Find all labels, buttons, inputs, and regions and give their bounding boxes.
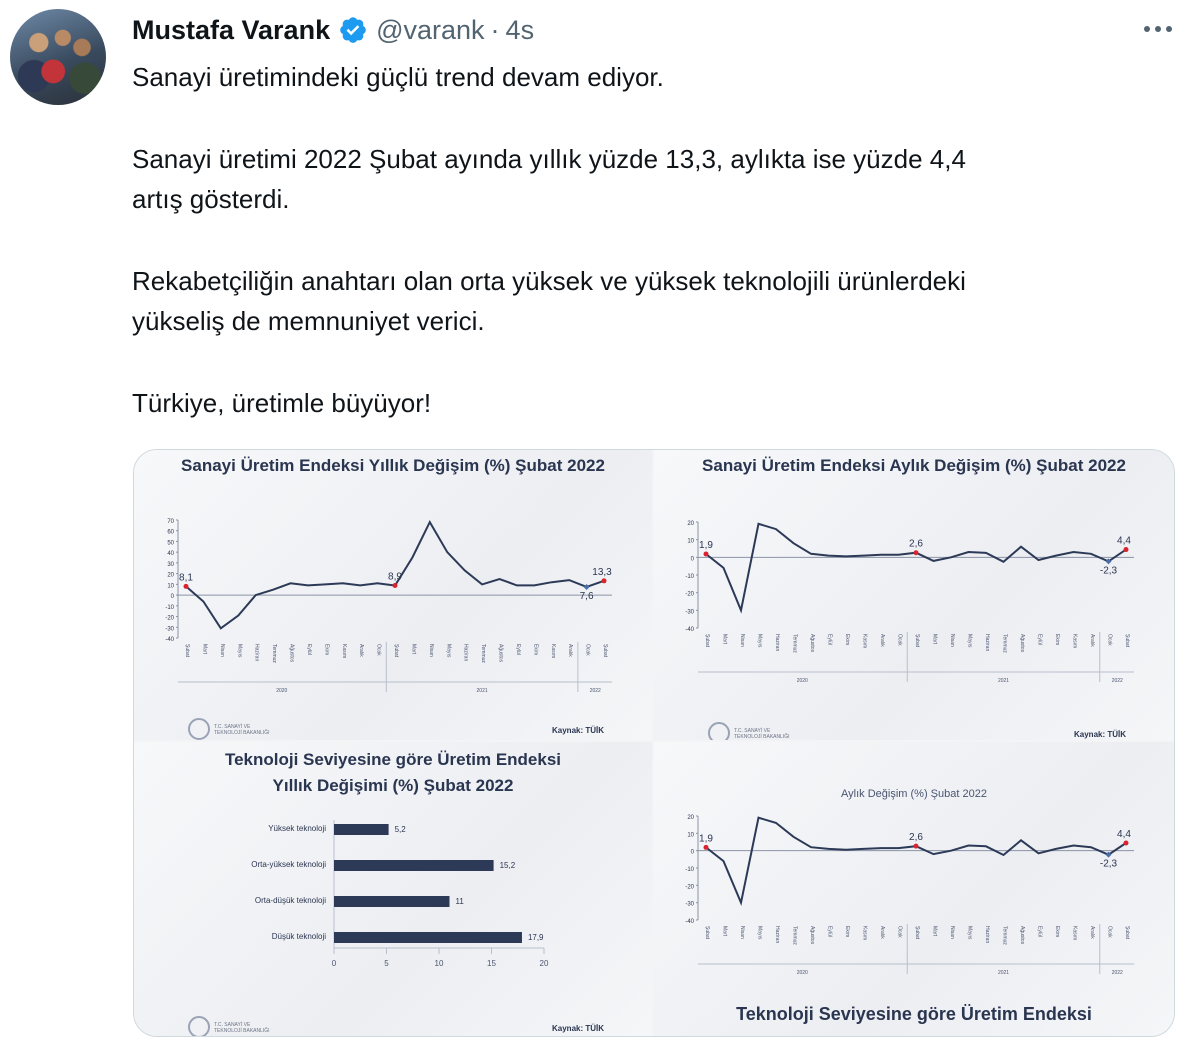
x-tick-label: Haziran [984, 926, 990, 944]
data-point-marker [914, 550, 919, 555]
x-tick-label: Şubat [184, 644, 190, 658]
x-tick-label: Eylül [305, 644, 312, 655]
tweet-text-line: yükseliş de memnuniyet verici. [132, 306, 485, 336]
year-label: 2021 [997, 970, 1010, 976]
y-tick-label: 60 [167, 529, 174, 536]
x-tick-label: Haziran [774, 634, 780, 652]
x-tick-label: Şubat [393, 644, 399, 658]
data-point-marker [584, 584, 590, 590]
x-tick-label: Nisan [949, 926, 955, 939]
y-tick-label: 20 [687, 815, 694, 821]
y-tick-label: 10 [687, 538, 694, 545]
data-point-label: 1,9 [699, 539, 713, 551]
chart-subtitle: Yıllık Değişimi (%) Şubat 2022 [272, 776, 514, 795]
y-tick-label: 0 [170, 594, 174, 601]
data-point-label: 8,1 [179, 572, 193, 584]
author-handle[interactable]: @varank [376, 14, 485, 45]
x-tick-label: Şubat [914, 926, 920, 940]
tweet-media-grid[interactable] [133, 449, 1175, 1037]
x-tick-label: 5 [384, 959, 389, 968]
x-tick-label: Nisan [739, 634, 745, 647]
x-tick-label: Ocak [896, 926, 903, 938]
technology-level-bar-chart [134, 820, 652, 1020]
y-tick-label: 0 [690, 556, 694, 563]
year-label: 2021 [476, 688, 488, 694]
y-tick-label: -20 [685, 884, 694, 891]
y-tick-label: 70 [167, 519, 174, 525]
bar [334, 860, 494, 871]
x-tick-label: Ocak [1106, 926, 1113, 938]
tweet-timestamp[interactable]: 4s [505, 14, 535, 45]
x-tick-label: Ekim [844, 634, 850, 646]
category-label: Düşük teknoloji [271, 932, 326, 941]
y-tick-label: -10 [685, 867, 694, 873]
x-tick-label: Temmuz [1001, 634, 1008, 653]
y-tick-label: -30 [685, 609, 694, 616]
x-tick-label: Kasım [1071, 926, 1078, 941]
x-tick-label: Eylül [1036, 634, 1043, 645]
data-point-marker [914, 844, 919, 849]
x-tick-label: 15 [487, 959, 496, 968]
x-tick-label: Mart [931, 926, 938, 936]
bar-value-label: 5,2 [394, 825, 406, 834]
data-point-label: 4,4 [1117, 829, 1131, 841]
y-tick-label: 50 [167, 540, 174, 547]
x-tick-label: Mayıs [756, 634, 763, 648]
x-tick-label: Kasım [861, 926, 868, 941]
y-tick-label: -40 [165, 637, 174, 643]
ministry-logo-text: T.C. SANAYİ VE TEKNOLOJİ BAKANLIĞI [214, 1022, 270, 1034]
bar [334, 896, 450, 907]
y-tick-label: 20 [167, 572, 174, 579]
x-tick-label: Şubat [1124, 634, 1130, 648]
x-tick-label: Haziran [774, 926, 780, 944]
x-tick-label: Mayıs [966, 926, 973, 940]
x-tick-label: Nisan [739, 926, 745, 939]
author-avatar[interactable] [10, 9, 106, 105]
data-point-label: 13,3 [592, 566, 612, 578]
year-label: 2022 [1111, 678, 1123, 684]
x-tick-label: Aralık [1089, 634, 1095, 647]
data-point-marker [704, 551, 709, 556]
source-label: Kaynak: TÜİK [1074, 730, 1127, 739]
x-tick-label: Mayıs [756, 926, 763, 940]
x-tick-label: Temmuz [791, 926, 798, 945]
chart-title: Teknoloji Seviyesine göre Üretim Endeksi [224, 750, 562, 769]
bar [334, 932, 522, 943]
x-tick-label: Haziran [253, 644, 260, 662]
media-image-3[interactable] [134, 742, 652, 1036]
x-tick-label: Şubat [704, 926, 710, 940]
x-tick-label: Ağustos [809, 926, 815, 945]
data-point-marker [1124, 547, 1129, 552]
y-tick-label: -30 [685, 901, 694, 908]
ministry-logo-icon [188, 718, 210, 740]
more-dot-icon [1166, 26, 1172, 32]
y-tick-label: -20 [165, 615, 174, 622]
y-tick-label: -30 [165, 626, 174, 633]
y-tick-label: -40 [685, 627, 694, 633]
data-point-label: 4,4 [1117, 535, 1131, 547]
data-point-label: -2,3 [1099, 858, 1118, 870]
media-image-1[interactable] [134, 450, 652, 740]
x-tick-label: Mart [721, 926, 728, 936]
x-tick-label: Eylül [826, 634, 833, 645]
x-tick-label: Nisan [949, 634, 955, 647]
source-label: Kaynak: TÜİK [552, 1024, 605, 1033]
x-tick-label: Mart [410, 644, 417, 654]
y-tick-label: -40 [685, 919, 694, 925]
x-tick-label: Şubat [914, 634, 920, 648]
ministry-logo-text: T.C. SANAYİ VE TEKNOLOJİ BAKANLIĞI [214, 724, 270, 736]
bottom-caption: Teknoloji Seviyesine göre Üretim Endeksi [736, 1004, 1092, 1024]
y-tick-label: 30 [167, 561, 174, 568]
x-tick-label: Mayıs [236, 644, 243, 658]
data-point-marker [602, 578, 607, 583]
bar-value-label: 15,2 [499, 861, 516, 870]
tweet-text-line: Türkiye, üretimle büyüyor! [132, 388, 432, 418]
x-tick-label: Ekim [532, 644, 539, 656]
data-point-marker [1124, 841, 1129, 846]
tweet-text-line: Rekabetçiliğin anahtarı olan orta yüksek ve yüksek teknolojili ürünlerdeki [132, 266, 966, 296]
x-tick-label: Ekim [844, 926, 850, 938]
x-tick-label: Mart [201, 644, 208, 654]
x-tick-label: Temmuz [1001, 926, 1008, 945]
x-tick-label: Ocak [1106, 634, 1113, 646]
x-tick-label: Ağustos [1019, 634, 1025, 653]
x-tick-label: 0 [331, 959, 337, 968]
y-tick-label: 10 [687, 832, 694, 839]
x-tick-label: Ekim [1054, 926, 1060, 938]
data-point-marker [704, 845, 709, 850]
x-tick-label: Aralık [1089, 926, 1095, 939]
data-point-label: 8,9 [388, 571, 402, 583]
year-label: 2020 [796, 678, 808, 684]
x-tick-label: Kasım [861, 634, 868, 649]
ministry-logo-icon [708, 722, 730, 740]
x-tick-label: Ekim [323, 644, 330, 656]
data-point-marker [184, 584, 189, 589]
x-tick-label: Ocak [584, 644, 591, 656]
x-tick-label: Ağustos [1019, 926, 1025, 945]
data-point-label: 1,9 [699, 833, 713, 845]
x-tick-label: Ekim [1054, 634, 1060, 646]
x-tick-label: 10 [434, 959, 444, 968]
media-image-2[interactable] [654, 450, 1174, 740]
x-tick-label: Ağustos [497, 644, 504, 663]
x-tick-label: Mayıs [445, 644, 452, 658]
x-tick-label: Ağustos [809, 634, 815, 653]
category-label: Yüksek teknoloji [268, 824, 326, 833]
x-tick-label: Kasım [1071, 634, 1078, 649]
y-tick-label: 10 [167, 583, 174, 590]
yearly-change-line-chart [134, 500, 652, 730]
x-tick-label: Aralık [879, 926, 885, 939]
y-tick-label: 40 [167, 551, 174, 558]
year-label: 2021 [997, 678, 1010, 684]
series-line [706, 818, 1126, 903]
tweet-text-line: Sanayi üretimi 2022 Şubat ayında yıllık yüzde 13,3, aylıkta ise yüzde 4,4 [132, 144, 966, 174]
x-tick-label: Nisan [427, 644, 434, 657]
chart-title: Sanayi Üretim Endeksi Yıllık Değişim (%) Şubat 2022 [181, 456, 605, 475]
x-tick-label: Ocak [896, 634, 903, 646]
author-name[interactable]: Mustafa Varank [132, 14, 331, 45]
x-tick-label: Mart [721, 634, 728, 644]
x-tick-label: Temmuz [791, 634, 798, 653]
x-tick-label: Haziran [462, 644, 469, 662]
more-options-button[interactable] [1138, 14, 1178, 44]
x-tick-label: Kasım [549, 644, 556, 659]
data-point-label: 2,6 [909, 538, 923, 550]
ministry-logo-icon [188, 1016, 210, 1036]
monthly-change-line-chart-repeat [654, 802, 1174, 982]
ministry-logo-text: T.C. SANAYİ VE TEKNOLOJİ BAKANLIĞI [734, 728, 790, 740]
x-tick-label: Şubat [704, 634, 710, 648]
tweet-header [132, 12, 534, 48]
bar-value-label: 17,9 [527, 933, 544, 942]
verified-badge-icon [338, 15, 368, 45]
x-tick-label: Temmuz [271, 644, 278, 663]
y-tick-label: -10 [165, 604, 174, 611]
monthly-change-line-chart [654, 500, 1174, 730]
series-line [706, 524, 1126, 611]
x-tick-label: Mayıs [966, 634, 973, 648]
data-point-label: -2,3 [1099, 565, 1118, 577]
x-tick-label: Ocak [375, 644, 382, 656]
year-label: 2020 [276, 688, 288, 694]
tweet-text-line: Sanayi üretimindeki güçlü trend devam ediyor. [132, 62, 664, 92]
category-label: Orta-düşük teknoloji [254, 896, 326, 905]
more-dot-icon [1155, 26, 1161, 32]
x-tick-label: Şubat [1124, 926, 1130, 940]
year-label: 2022 [589, 688, 601, 694]
x-tick-label: Kasım [340, 644, 347, 659]
data-point-label: 7,6 [579, 590, 594, 602]
media-image-4[interactable] [654, 742, 1174, 1036]
data-point-marker [393, 583, 398, 588]
year-label: 2022 [1111, 970, 1123, 976]
chart-title: Aylık Değişim (%) Şubat 2022 [841, 788, 987, 800]
x-tick-label: Haziran [984, 634, 990, 652]
x-tick-label: Aralık [358, 644, 365, 657]
separator-dot: · [490, 14, 500, 45]
y-tick-label: 20 [687, 521, 694, 527]
bar-value-label: 11 [455, 897, 464, 906]
x-tick-label: Aralık [879, 634, 885, 647]
year-label: 2020 [796, 970, 808, 976]
x-tick-label: Mart [931, 634, 938, 644]
category-label: Orta-yüksek teknoloji [251, 860, 326, 869]
x-tick-label: Temmuz [480, 644, 487, 663]
y-tick-label: 0 [690, 849, 694, 856]
y-tick-label: -10 [685, 574, 694, 580]
source-label: Kaynak: TÜİK [552, 726, 605, 735]
tweet-text-line: artış gösterdi. [132, 184, 290, 214]
x-tick-label: Eylül [514, 644, 521, 655]
more-dot-icon [1144, 26, 1150, 32]
x-tick-label: 20 [539, 959, 549, 968]
x-tick-label: Nisan [218, 644, 225, 657]
x-tick-label: Ağustos [288, 644, 295, 663]
y-tick-label: -20 [685, 591, 694, 598]
x-tick-label: Eylül [826, 926, 833, 937]
x-tick-label: Eylül [1036, 926, 1043, 937]
data-point-label: 2,6 [909, 832, 923, 844]
bar [334, 824, 389, 835]
x-tick-label: Aralık [567, 644, 574, 657]
x-tick-label: Şubat [602, 644, 608, 658]
chart-title: Sanayi Üretim Endeksi Aylık Değişim (%) Şubat 2022 [702, 456, 1126, 475]
